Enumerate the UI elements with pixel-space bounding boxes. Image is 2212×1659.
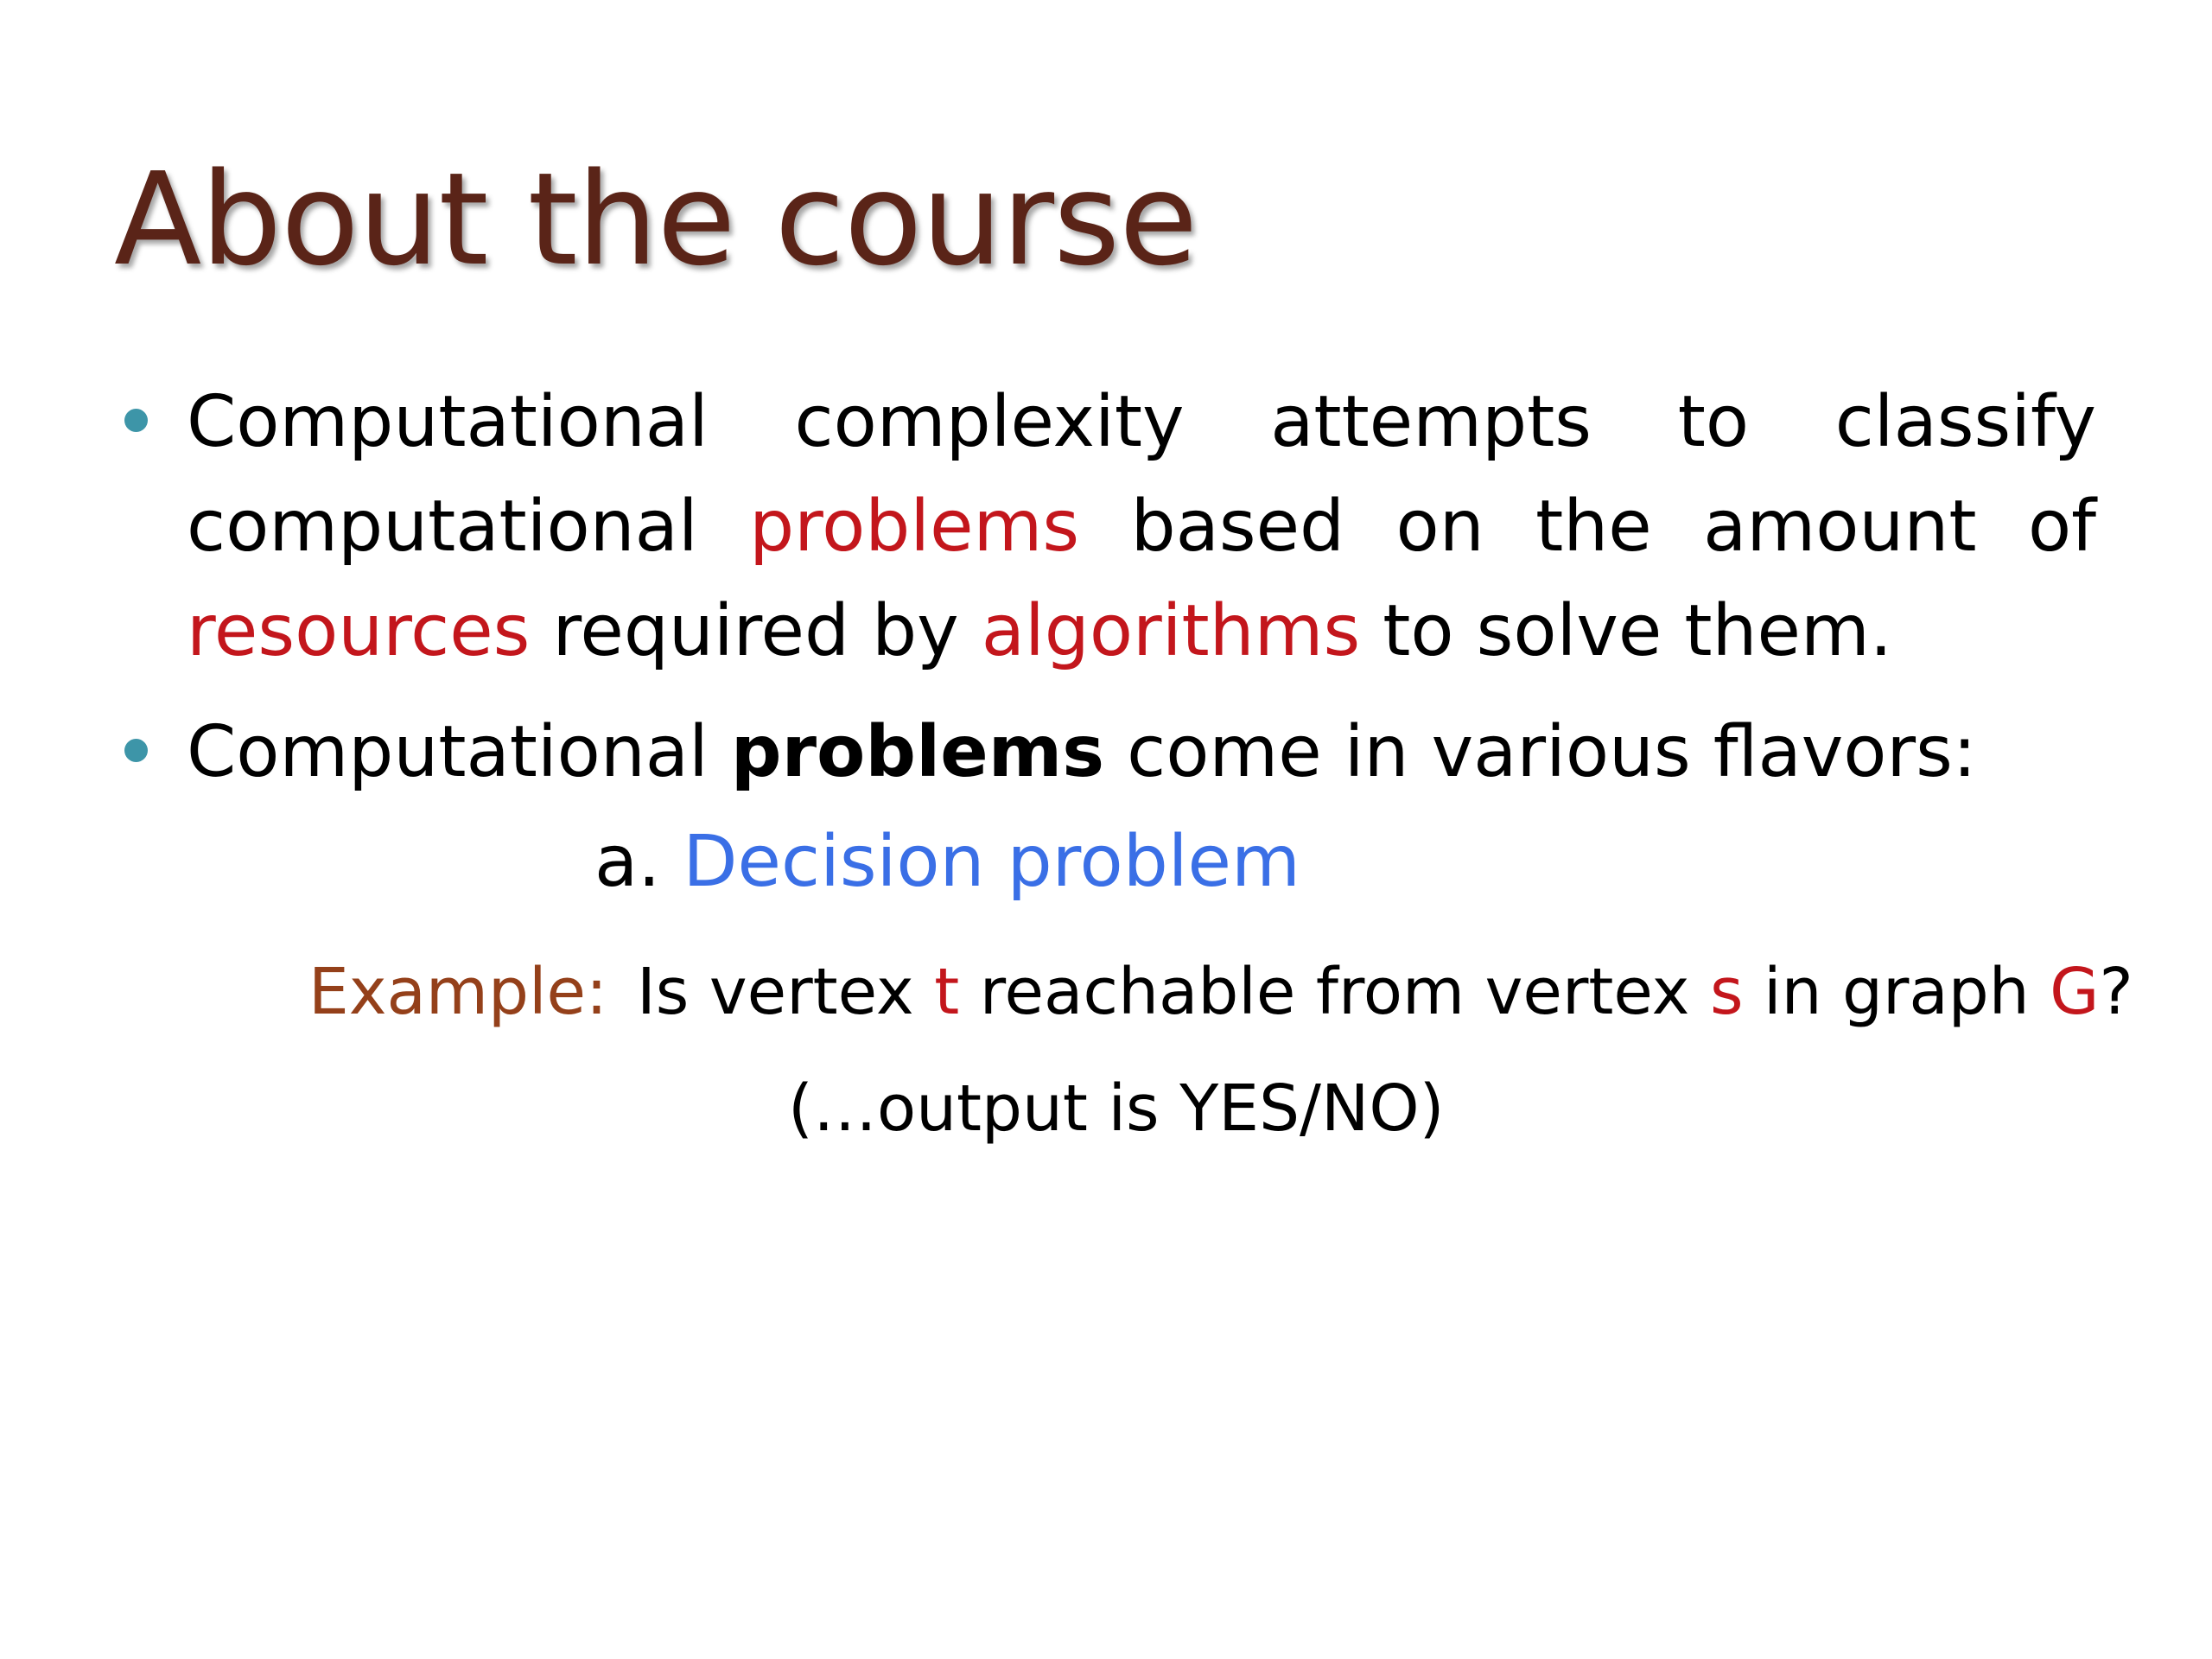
bullet-dot-icon [124, 409, 148, 432]
text-segment: come in various flavors: [1104, 711, 1977, 793]
text-segment: ? [2099, 955, 2133, 1029]
example-label: Example: [308, 955, 607, 1029]
word: to [1677, 381, 1750, 463]
bullet-item-complexity [187, 370, 2096, 683]
bullet-line [187, 474, 2096, 579]
word: Computational [187, 381, 709, 463]
sub-item-label: Decision problem [683, 821, 1300, 903]
bullet-dot-icon [124, 739, 148, 762]
word: on [1395, 486, 1484, 568]
bullet-item-flavors [187, 700, 2096, 804]
sub-item-marker: a. [594, 821, 661, 903]
graph-g: G [2050, 955, 2100, 1029]
word: of [2027, 486, 2096, 568]
slide-title: About the course [114, 145, 1198, 294]
word: computational [187, 486, 698, 568]
highlight-algorithms: algorithms [981, 590, 1361, 672]
highlight-problems: problems [749, 486, 1080, 568]
word: attempts [1270, 381, 1592, 463]
word: based [1130, 486, 1345, 568]
output-note: (…output is YES/NO) [788, 1071, 1445, 1146]
word: complexity [794, 381, 1185, 463]
text-segment: Is vertex [636, 955, 935, 1029]
bullet-line [187, 370, 2096, 474]
text-segment: to solve them. [1360, 590, 1892, 672]
vertex-t: t [934, 955, 960, 1029]
word: classify [1834, 381, 2096, 463]
sub-item-decision-problem [594, 821, 1300, 903]
highlight-resources: resources [187, 590, 531, 672]
vertex-s: s [1709, 955, 1744, 1029]
text-segment: Computational [187, 711, 731, 793]
text-segment: in graph [1743, 955, 2050, 1029]
bold-problems: problems [730, 711, 1105, 793]
word: the [1535, 486, 1652, 568]
text-segment: reachable from vertex [959, 955, 1710, 1029]
example-line [308, 955, 2133, 1029]
bullet-line [187, 579, 2096, 683]
text-segment: required by [530, 590, 982, 672]
word: amount [1703, 486, 1977, 568]
